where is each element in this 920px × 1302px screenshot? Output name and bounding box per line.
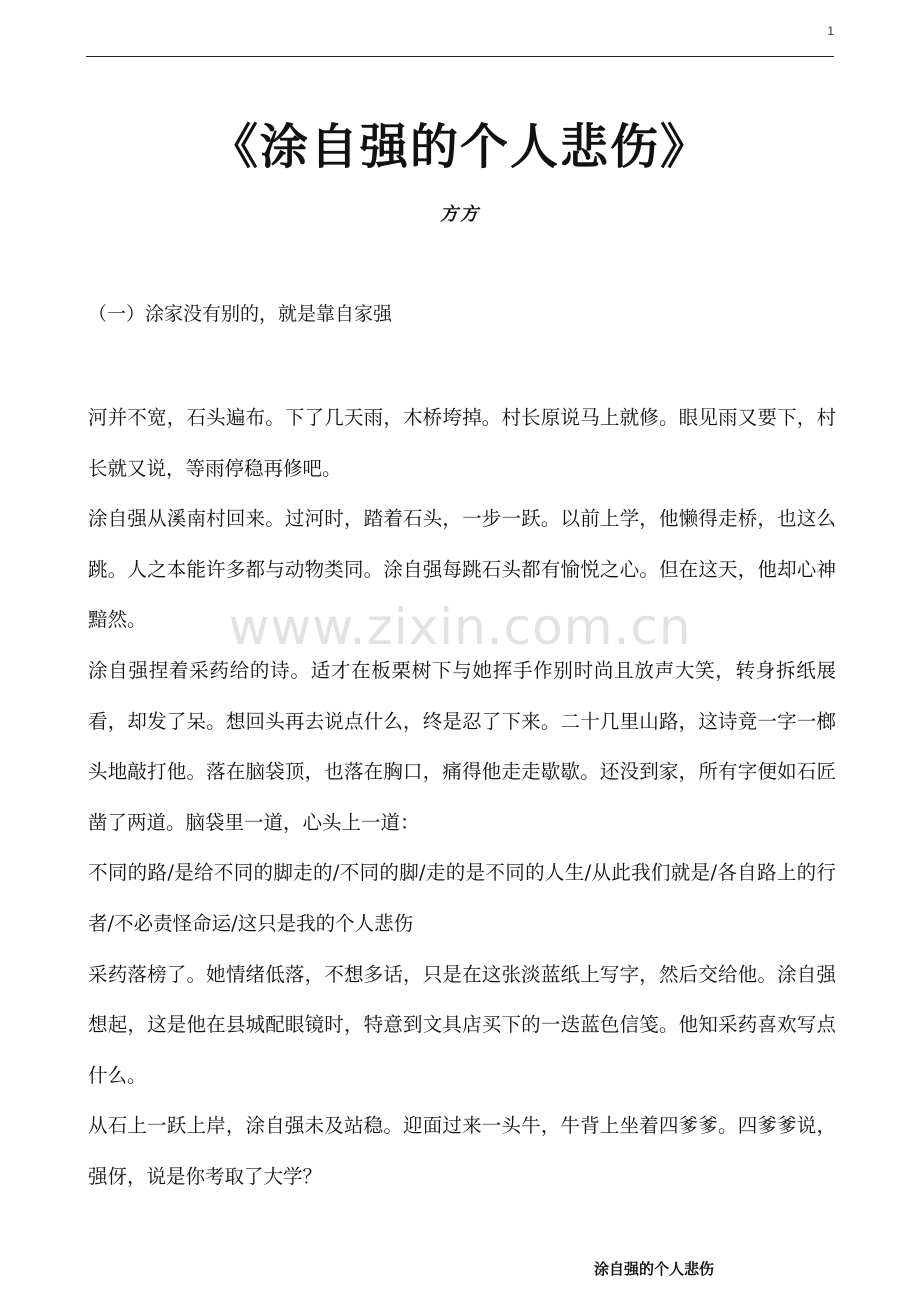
paragraph: 河并不宽，石头遍布。下了几天雨，木桥垮掉。村长原说马上就修。眼见雨又要下，村长就又说，等雨停稳再修吧。 [88, 406, 836, 480]
page-number: 1 [827, 24, 834, 38]
watermark: www.zixin.com.cn [228, 598, 692, 656]
author-name: 方方 [440, 204, 480, 225]
poem-paragraph: 不同的路/是给不同的脚走的/不同的脚/走的是不同的人生/从此我们就是/各自路上的行者/不必责怪命运/这只是我的个人悲伤 [88, 861, 836, 935]
body-text [88, 393, 836, 1203]
document-title: 《涂自强的个人悲伤》 [209, 119, 710, 175]
paragraph: 采药落榜了。她情绪低落，不想多话，只是在这张淡蓝纸上写字，然后交给他。涂自强想起，这是他在县城配眼镜时，特意到文具店买下的一迭蓝色信笺。他知采药喜欢写点什么。 [88, 962, 836, 1087]
header-rule [86, 56, 834, 57]
paragraph: 涂自强从溪南村回来。过河时，踏着石头，一步一跃。以前上学，他懒得走桥，也这么跳。人之本能许多都与动物类同。涂自强每跳石头都有愉悦之心。但在这天，他却心神黯然。 [88, 507, 836, 632]
footer-title: 涂自强的个人悲伤 [594, 1260, 715, 1278]
paragraph: 涂自强捏着采药给的诗。适才在板栗树下与她挥手作别时尚且放声大笑，转身拆纸展看，却发了呆。想回头再去说点什么，终是忍了下来。二十几里山路，这诗竟一字一榔头地敲打他。落在脑袋顶，也落在胸口，痛得他走走歇歇。还没到家，所有字便如石匠凿了两道。脑袋里一道，心头上一道： [88, 658, 836, 834]
section-heading: （一）涂家没有别的，就是靠自家强 [88, 303, 393, 325]
paragraph: 从石上一跃上岸，涂自强未及站稳。迎面过来一头牛，牛背上坐着四爹爹。四爹爹说，强伢，说是你考取了大学？ [88, 1114, 836, 1188]
